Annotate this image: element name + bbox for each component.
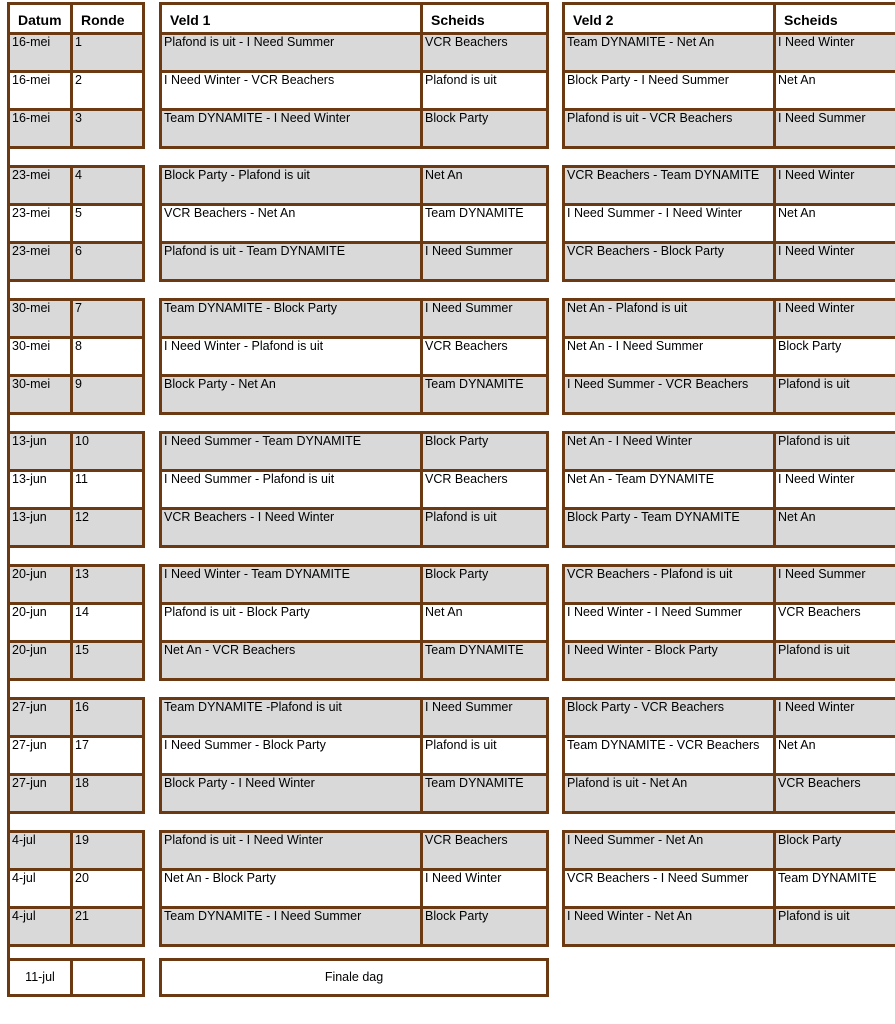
- group-6-veld1: [159, 830, 549, 947]
- veld2-cell: VCR Beachers - Team DYNAMITE: [564, 167, 775, 205]
- datum-cell: 23-mei: [9, 205, 72, 243]
- group-1-left: [7, 165, 145, 282]
- table-row: [564, 110, 895, 148]
- datum-cell: 16-mei: [9, 34, 72, 72]
- table-row: [9, 243, 144, 281]
- group-1-veld1: [159, 165, 549, 282]
- veld2-cell: I Need Winter - Net An: [564, 908, 775, 946]
- scheids1-cell: Team DYNAMITE: [422, 376, 548, 414]
- veld1-cell: Block Party - I Need Winter: [161, 775, 422, 813]
- scheids1-cell: Team DYNAMITE: [422, 642, 548, 680]
- table-row: [161, 699, 548, 737]
- ronde-cell: 13: [72, 566, 144, 604]
- ronde-cell: 11: [72, 471, 144, 509]
- scheids1-cell: Plafond is uit: [422, 72, 548, 110]
- group-0-left: [7, 32, 145, 149]
- veld1-cell: Team DYNAMITE -Plafond is uit: [161, 699, 422, 737]
- header-veld2: Veld 2: [564, 4, 775, 37]
- datum-cell: 23-mei: [9, 243, 72, 281]
- veld1-cell: Block Party - Net An: [161, 376, 422, 414]
- header-veld1: Veld 1: [161, 4, 422, 37]
- datum-cell: 4-jul: [9, 908, 72, 946]
- scheids1-cell: VCR Beachers: [422, 832, 548, 870]
- veld2-cell: Team DYNAMITE - Net An: [564, 34, 775, 72]
- group-6-left: [7, 830, 145, 947]
- table-row: [9, 300, 144, 338]
- scheids1-cell: VCR Beachers: [422, 471, 548, 509]
- group-2-left: [7, 298, 145, 415]
- table-row: [161, 167, 548, 205]
- scheids2-cell: I Need Winter: [775, 699, 895, 737]
- veld1-cell: Team DYNAMITE - I Need Winter: [161, 110, 422, 148]
- header-ronde: Ronde: [72, 4, 144, 37]
- table-row: [161, 509, 548, 547]
- ronde-cell: 20: [72, 870, 144, 908]
- veld2-cell: Block Party - VCR Beachers: [564, 699, 775, 737]
- finale-label-cell: Finale dag: [161, 960, 548, 996]
- table-row: [9, 376, 144, 414]
- group-1-veld2: [562, 165, 895, 282]
- scheids1-cell: I Need Summer: [422, 300, 548, 338]
- table-row: [9, 471, 144, 509]
- datum-cell: 30-mei: [9, 338, 72, 376]
- datum-cell: 30-mei: [9, 300, 72, 338]
- veld2-cell: VCR Beachers - Plafond is uit: [564, 566, 775, 604]
- veld1-cell: Plafond is uit - I Need Winter: [161, 832, 422, 870]
- veld2-cell: VCR Beachers - I Need Summer: [564, 870, 775, 908]
- scheids1-cell: Block Party: [422, 566, 548, 604]
- datum-cell: 4-jul: [9, 870, 72, 908]
- ronde-cell: 5: [72, 205, 144, 243]
- veld1-cell: Plafond is uit - Team DYNAMITE: [161, 243, 422, 281]
- scheids2-cell: Net An: [775, 72, 895, 110]
- veld2-cell: Block Party - Team DYNAMITE: [564, 509, 775, 547]
- scheids2-cell: Plafond is uit: [775, 642, 895, 680]
- table-row: [161, 832, 548, 870]
- table-row: [9, 338, 144, 376]
- veld1-cell: Team DYNAMITE - I Need Summer: [161, 908, 422, 946]
- table-row: [9, 642, 144, 680]
- table-row: [161, 243, 548, 281]
- datum-cell: 27-jun: [9, 737, 72, 775]
- veld2-cell: Net An - I Need Summer: [564, 338, 775, 376]
- scheids1-cell: Plafond is uit: [422, 509, 548, 547]
- table-row: [9, 167, 144, 205]
- scheids2-cell: I Need Summer: [775, 566, 895, 604]
- table-row: [161, 908, 548, 946]
- table-row: [564, 642, 895, 680]
- scheids2-cell: Plafond is uit: [775, 376, 895, 414]
- table-row: [564, 566, 895, 604]
- table-row: [9, 433, 144, 471]
- scheids1-cell: Plafond is uit: [422, 737, 548, 775]
- group-5-veld1: [159, 697, 549, 814]
- ronde-cell: 19: [72, 832, 144, 870]
- datum-cell: 16-mei: [9, 110, 72, 148]
- scheids1-cell: I Need Summer: [422, 243, 548, 281]
- table-row: [564, 509, 895, 547]
- datum-cell: 13-jun: [9, 509, 72, 547]
- datum-cell: 30-mei: [9, 376, 72, 414]
- table-row: [161, 376, 548, 414]
- datum-cell: 13-jun: [9, 433, 72, 471]
- table-row: [161, 737, 548, 775]
- scheids1-cell: I Need Summer: [422, 699, 548, 737]
- veld2-cell: VCR Beachers - Block Party: [564, 243, 775, 281]
- scheids2-cell: Plafond is uit: [775, 908, 895, 946]
- datum-cell: 20-jun: [9, 604, 72, 642]
- table-row: [564, 376, 895, 414]
- table-row: [564, 433, 895, 471]
- ronde-cell: 1: [72, 34, 144, 72]
- ronde-cell: 4: [72, 167, 144, 205]
- ronde-cell: 2: [72, 72, 144, 110]
- table-row: [564, 243, 895, 281]
- scheids2-cell: I Need Winter: [775, 300, 895, 338]
- table-row: [564, 34, 895, 72]
- finale-veld1: [159, 958, 549, 997]
- table-row: [161, 604, 548, 642]
- veld2-cell: Team DYNAMITE - VCR Beachers: [564, 737, 775, 775]
- table-row: [9, 205, 144, 243]
- veld1-cell: I Need Summer - Plafond is uit: [161, 471, 422, 509]
- veld2-cell: I Need Summer - Net An: [564, 832, 775, 870]
- table-row: [161, 433, 548, 471]
- table-row: [564, 300, 895, 338]
- table-row: [564, 72, 895, 110]
- table-row: [9, 832, 144, 870]
- scheids1-cell: Block Party: [422, 110, 548, 148]
- scheids2-cell: I Need Summer: [775, 110, 895, 148]
- table-row: [564, 205, 895, 243]
- table-row: [161, 72, 548, 110]
- table-row: [564, 699, 895, 737]
- header-scheids2: Scheids: [775, 4, 895, 37]
- header-scheids1: Scheids: [422, 4, 548, 37]
- scheids2-cell: VCR Beachers: [775, 604, 895, 642]
- group-4-veld1: [159, 564, 549, 681]
- table-row: [9, 72, 144, 110]
- veld1-cell: Plafond is uit - Block Party: [161, 604, 422, 642]
- ronde-cell: 9: [72, 376, 144, 414]
- group-5-veld2: [562, 697, 895, 814]
- ronde-cell: 12: [72, 509, 144, 547]
- table-row: [9, 566, 144, 604]
- ronde-cell: 3: [72, 110, 144, 148]
- datum-cell: 20-jun: [9, 566, 72, 604]
- veld2-cell: Block Party - I Need Summer: [564, 72, 775, 110]
- datum-cell: 23-mei: [9, 167, 72, 205]
- finale-left: [7, 958, 145, 997]
- veld1-cell: I Need Winter - Plafond is uit: [161, 338, 422, 376]
- ronde-cell: 17: [72, 737, 144, 775]
- ronde-cell: 10: [72, 433, 144, 471]
- veld2-cell: Plafond is uit - Net An: [564, 775, 775, 813]
- scheids2-cell: Plafond is uit: [775, 433, 895, 471]
- datum-cell: 20-jun: [9, 642, 72, 680]
- datum-cell: 4-jul: [9, 832, 72, 870]
- table-row: [564, 775, 895, 813]
- ronde-cell: 18: [72, 775, 144, 813]
- group-5-left: [7, 697, 145, 814]
- veld1-cell: I Need Winter - VCR Beachers: [161, 72, 422, 110]
- ronde-cell: 15: [72, 642, 144, 680]
- veld2-cell: Plafond is uit - VCR Beachers: [564, 110, 775, 148]
- finale-ronde-cell: [72, 960, 144, 996]
- table-row: [564, 832, 895, 870]
- scheids1-cell: VCR Beachers: [422, 34, 548, 72]
- table-row: [161, 642, 548, 680]
- header-datum: Datum: [9, 4, 72, 37]
- group-6-veld2: [562, 830, 895, 947]
- table-row: [9, 775, 144, 813]
- veld1-cell: I Need Winter - Team DYNAMITE: [161, 566, 422, 604]
- veld2-cell: I Need Winter - Block Party: [564, 642, 775, 680]
- table-row: [564, 737, 895, 775]
- table-row: [9, 34, 144, 72]
- table-row: [161, 34, 548, 72]
- table-row: [161, 300, 548, 338]
- ronde-cell: 6: [72, 243, 144, 281]
- table-row: [564, 167, 895, 205]
- veld1-cell: VCR Beachers - Net An: [161, 205, 422, 243]
- table-row: [161, 471, 548, 509]
- veld2-cell: Net An - I Need Winter: [564, 433, 775, 471]
- datum-cell: 27-jun: [9, 699, 72, 737]
- finale-datum-cell: 11-jul: [9, 960, 72, 996]
- group-0-veld2: [562, 32, 895, 149]
- ronde-cell: 8: [72, 338, 144, 376]
- scheids1-cell: Block Party: [422, 908, 548, 946]
- datum-cell: 13-jun: [9, 471, 72, 509]
- table-row: [564, 908, 895, 946]
- ronde-cell: 16: [72, 699, 144, 737]
- group-3-veld2: [562, 431, 895, 548]
- scheids2-cell: Net An: [775, 205, 895, 243]
- table-row: [564, 471, 895, 509]
- table-row: [9, 604, 144, 642]
- ronde-cell: 14: [72, 604, 144, 642]
- table-row: [9, 110, 144, 148]
- table-row: [9, 908, 144, 946]
- group-4-left: [7, 564, 145, 681]
- table-row: [161, 566, 548, 604]
- group-4-veld2: [562, 564, 895, 681]
- veld2-cell: I Need Summer - VCR Beachers: [564, 376, 775, 414]
- table-row: [9, 699, 144, 737]
- scheids2-cell: I Need Winter: [775, 34, 895, 72]
- datum-cell: 27-jun: [9, 775, 72, 813]
- scheids1-cell: I Need Winter: [422, 870, 548, 908]
- veld1-cell: Net An - VCR Beachers: [161, 642, 422, 680]
- table-row: [564, 338, 895, 376]
- table-row: [9, 509, 144, 547]
- scheids2-cell: Net An: [775, 737, 895, 775]
- scheids1-cell: VCR Beachers: [422, 338, 548, 376]
- veld1-cell: I Need Summer - Team DYNAMITE: [161, 433, 422, 471]
- veld1-cell: VCR Beachers - I Need Winter: [161, 509, 422, 547]
- table-row: [161, 870, 548, 908]
- scheids1-cell: Team DYNAMITE: [422, 205, 548, 243]
- scheids2-cell: I Need Winter: [775, 243, 895, 281]
- veld2-cell: Net An - Team DYNAMITE: [564, 471, 775, 509]
- group-2-veld1: [159, 298, 549, 415]
- scheids2-cell: I Need Winter: [775, 471, 895, 509]
- scheids2-cell: Team DYNAMITE: [775, 870, 895, 908]
- ronde-cell: 7: [72, 300, 144, 338]
- scheids2-cell: I Need Winter: [775, 167, 895, 205]
- scheids1-cell: Net An: [422, 167, 548, 205]
- table-row: [564, 604, 895, 642]
- scheids1-cell: Team DYNAMITE: [422, 775, 548, 813]
- veld1-cell: I Need Summer - Block Party: [161, 737, 422, 775]
- table-row: [564, 870, 895, 908]
- table-row: [161, 775, 548, 813]
- datum-cell: 16-mei: [9, 72, 72, 110]
- group-3-veld1: [159, 431, 549, 548]
- veld2-cell: I Need Summer - I Need Winter: [564, 205, 775, 243]
- veld2-cell: Net An - Plafond is uit: [564, 300, 775, 338]
- veld1-cell: Team DYNAMITE - Block Party: [161, 300, 422, 338]
- scheids2-cell: VCR Beachers: [775, 775, 895, 813]
- scheids2-cell: Block Party: [775, 832, 895, 870]
- group-0-veld1: [159, 32, 549, 149]
- table-row: [161, 110, 548, 148]
- group-2-veld2: [562, 298, 895, 415]
- table-row: [161, 338, 548, 376]
- veld1-cell: Net An - Block Party: [161, 870, 422, 908]
- scheids1-cell: Net An: [422, 604, 548, 642]
- scheids2-cell: Block Party: [775, 338, 895, 376]
- group-3-left: [7, 431, 145, 548]
- veld2-cell: I Need Winter - I Need Summer: [564, 604, 775, 642]
- veld1-cell: Block Party - Plafond is uit: [161, 167, 422, 205]
- scheids2-cell: Net An: [775, 509, 895, 547]
- table-row: [9, 737, 144, 775]
- veld1-cell: Plafond is uit - I Need Summer: [161, 34, 422, 72]
- ronde-cell: 21: [72, 908, 144, 946]
- table-row: [9, 870, 144, 908]
- scheids1-cell: Block Party: [422, 433, 548, 471]
- table-row: [161, 205, 548, 243]
